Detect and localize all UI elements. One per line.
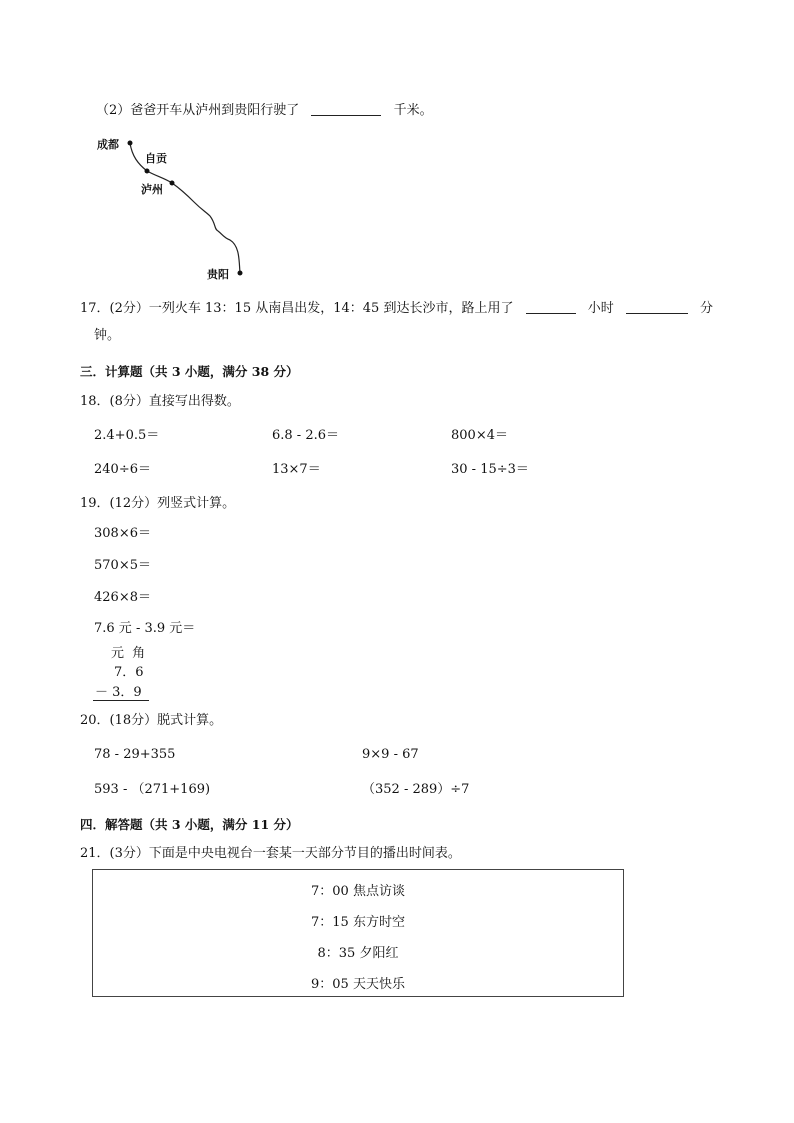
q16-part2-suffix: 千米。 (393, 103, 433, 118)
guiyang-dot (238, 271, 243, 276)
q20-item: 78 - 29+355 (94, 747, 176, 762)
answer-blank-hours[interactable] (526, 299, 576, 314)
vertical-units: 元 角 (111, 646, 148, 661)
map-label-zigong: 自贡 (145, 152, 167, 165)
schedule-row: 7：00 焦点访谈 (311, 884, 405, 899)
schedule-row: 8：35 夕阳红 (317, 946, 399, 961)
vertical-subtrahend: － 3．9 (95, 685, 142, 700)
answer-blank-minutes[interactable] (626, 299, 688, 314)
q20-header: 20．(18分）脱式计算。 (80, 713, 223, 728)
q19-item: 7.6 元 - 3.9 元＝ (94, 621, 196, 636)
section4-title: 四．解答题（共 3 小题，满分 11 分） (80, 817, 299, 832)
q18-header: 18．(8分）直接写出得数。 (80, 394, 240, 409)
map-label-chengdu: 成都 (97, 138, 119, 151)
map-label-luzhou: 泸州 (141, 183, 163, 196)
q19-header: 19．(12分）列竖式计算。 (80, 496, 236, 511)
answer-blank[interactable] (311, 101, 381, 116)
q17-unit-hours: 小时 (587, 301, 614, 316)
q21-header: 21．(3分）下面是中央电视台一套某一天部分节目的播出时间表。 (80, 846, 461, 861)
vertical-minuend: 7．6 (114, 665, 144, 680)
section3-title: 三．计算题（共 3 小题，满分 38 分） (80, 364, 299, 379)
q18-item: 13×7＝ (272, 462, 321, 477)
zigong-dot (145, 169, 150, 174)
q18-item: 6.8 - 2.6＝ (272, 428, 340, 443)
q17-text: 17．(2分）一列火车 13：15 从南昌出发，14：45 到达长沙市，路上用了 (80, 301, 514, 316)
q18-item: 240÷6＝ (94, 462, 151, 477)
map-label-guiyang: 贵阳 (207, 268, 229, 281)
schedule-row: 9：05 天天快乐 (311, 977, 405, 992)
q20-item: （352 - 289）÷7 (362, 782, 470, 797)
q19-item: 570×5＝ (94, 558, 151, 573)
q19-item: 426×8＝ (94, 590, 151, 605)
vertical-underline (93, 700, 149, 701)
schedule-table (92, 869, 624, 997)
q17-unit-minutes: 分 (700, 301, 714, 316)
q18-item: 30 - 15÷3＝ (451, 462, 529, 477)
q17-line (80, 299, 713, 318)
q20-item: 593 - （271+169) (94, 782, 211, 797)
q16-part2-line (96, 101, 433, 120)
chengdu-dot (128, 141, 133, 146)
route-map (90, 130, 260, 280)
q17-continuation: 钟。 (94, 328, 121, 343)
q20-item: 9×9 - 67 (362, 747, 419, 762)
luzhou-dot (170, 181, 175, 186)
q18-item: 800×4＝ (451, 428, 508, 443)
q16-part2-prefix: （2）爸爸开车从泸州到贵阳行驶了 (96, 103, 300, 118)
q18-item: 2.4+0.5＝ (94, 428, 160, 443)
q19-item: 308×6＝ (94, 526, 151, 541)
schedule-row: 7：15 东方时空 (311, 915, 405, 930)
